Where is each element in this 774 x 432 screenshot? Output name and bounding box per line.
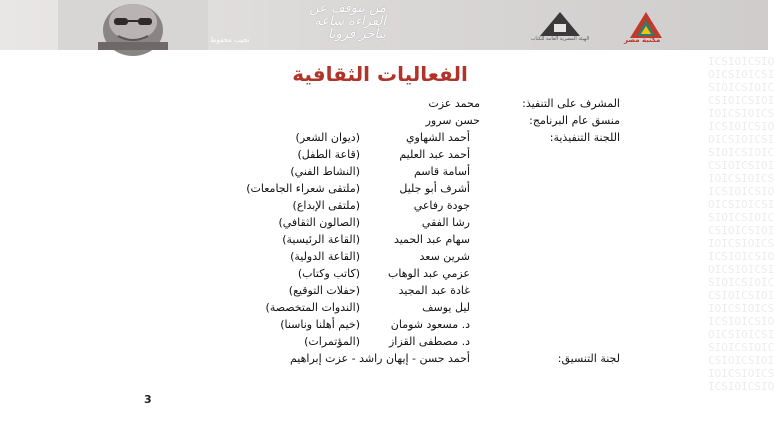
committee-member	[150, 316, 470, 334]
member-role: (الندوات المتخصصة)	[265, 301, 360, 314]
member-name: ليل يوسف	[422, 301, 470, 314]
member-name: أحمد الشهاوي	[405, 131, 470, 144]
committee-member	[150, 248, 470, 266]
committee-member	[150, 146, 470, 164]
coordination-label: لجنة التنسيق:	[557, 352, 620, 365]
member-name: جودة رفاعي	[413, 199, 470, 212]
supervisor-name: محمد عزت	[428, 97, 480, 110]
committee-member	[150, 214, 470, 232]
coordination-row	[180, 350, 620, 368]
member-role: (قاعة الطفل)	[297, 148, 360, 161]
member-role: (ديوان الشعر)	[295, 131, 360, 144]
member-role: (المؤتمرات)	[304, 335, 360, 348]
member-role: (الصالون الثقافي)	[278, 216, 360, 229]
member-name: رشا الفقي	[421, 216, 470, 229]
gebo-logo-text: الهيئة المصرية العامة للكتاب	[530, 36, 590, 42]
decorative-side-pattern: ICSIOICSIO OICSIOICSI SIOICSIOIC CSIOICSIOI IOICSIOICS ICSIOICSIO OICSIOICSI SIOICSIOIC CSIOICSIOI IOICSIOICS ICSIOICSIO OICSIOICSI SIOICSIOIC CSIOICSIOI IOICSIOICS ICSIOICSIO OICSIOICSI SIOICSIOIC CSIOICSIOI IOICSIOICS ICSIOICSIO OICSIOICSI SIOICSIOIC CSIOICSIOI IOICSIOICS ICSIOICSIO	[708, 55, 774, 393]
member-name: أحمد عبد العليم	[399, 148, 470, 161]
member-name: سهام عبد الحميد	[393, 233, 470, 246]
coordinator-name: حسن سرور	[425, 114, 480, 127]
committee-member	[150, 299, 470, 317]
member-name: د. مسعود شومان	[390, 318, 470, 331]
committee-member	[150, 282, 470, 300]
committee-label-row	[460, 129, 620, 147]
committee-member	[150, 265, 470, 283]
fair-logo-text: مكتبة مصر	[624, 36, 661, 44]
member-name: عزمي عبد الوهاب	[388, 267, 470, 280]
author-portrait	[58, 0, 208, 50]
header-author: نجيب محفوظ	[210, 36, 250, 44]
coordinator-label: منسق عام البرنامج:	[529, 114, 620, 127]
member-role: (القاعة الدولية)	[290, 250, 360, 263]
committee-label: اللجنة التنفيذية:	[549, 131, 620, 144]
member-name: د. مصطفى القزاز	[389, 335, 470, 348]
member-role: (القاعة الرئيسية)	[282, 233, 360, 246]
committee-member	[150, 197, 470, 215]
committee-member	[150, 129, 470, 147]
page-title: الفعاليات الثقافية	[292, 62, 468, 86]
member-name: شرين سعد	[419, 250, 470, 263]
member-role: (النشاط الفني)	[290, 165, 360, 178]
member-role: (ملتقى الإبداع)	[292, 199, 360, 212]
header-banner	[0, 0, 768, 50]
committee-member	[150, 333, 470, 351]
supervisor-label: المشرف على التنفيذ:	[522, 97, 620, 110]
coordinator-row	[380, 112, 620, 130]
committee-member	[150, 163, 470, 181]
page-number: 3	[144, 393, 152, 406]
member-name: أشرف أبو جليل	[399, 182, 470, 195]
member-role: (ملتقى شعراء الجامعات)	[246, 182, 360, 195]
header-motto: من يتوقف عن القراءة ساعة يتأخر قرونا	[309, 1, 386, 42]
coordination-names: أحمد حسن - إيهان راشد - عزت إبراهيم	[289, 352, 470, 365]
member-name: غادة عبد المجيد	[398, 284, 470, 297]
supervisor-row	[380, 95, 620, 113]
member-role: (حفلات التوقيع)	[288, 284, 360, 297]
committee-member	[150, 231, 470, 249]
member-role: (كاتب وكتاب)	[297, 267, 360, 280]
committee-member	[150, 180, 470, 198]
member-name: أسامة قاسم	[413, 165, 470, 178]
member-role: (خيم أهلنا وناسنا)	[280, 318, 360, 331]
